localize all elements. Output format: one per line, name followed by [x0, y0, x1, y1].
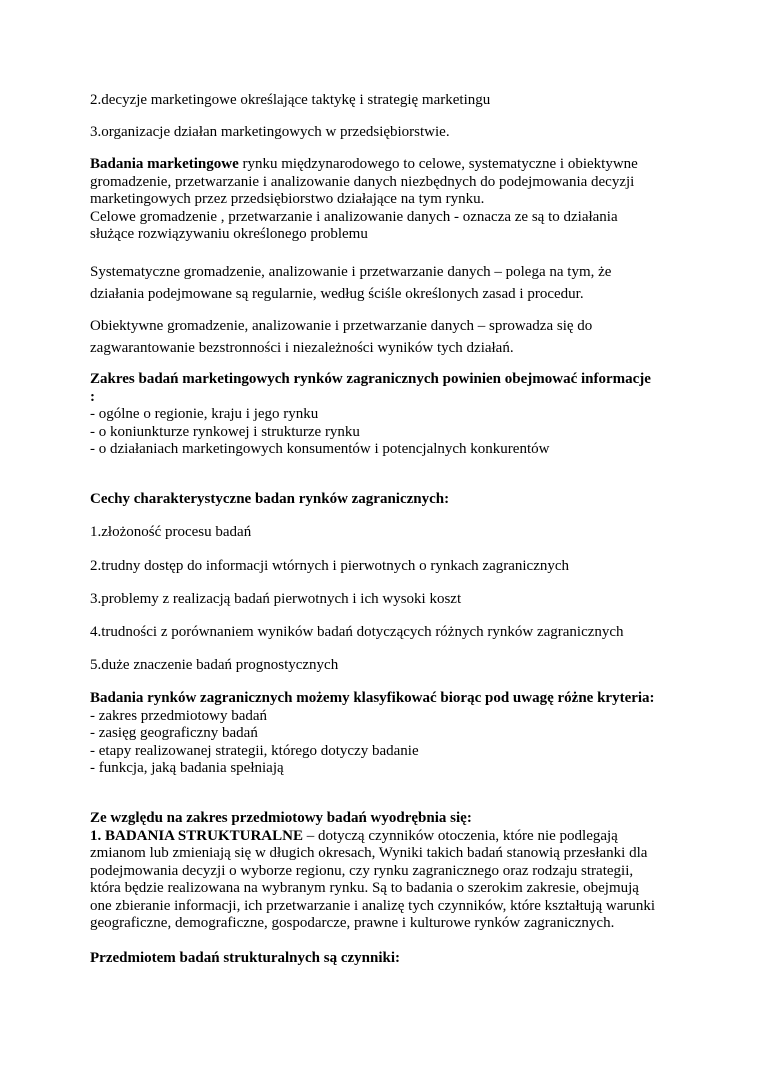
list-item: 2.trudny dostęp do informacji wtórnych i pierwotnych o rynkach zagranicznych: [90, 558, 570, 574]
list-item: 5.duże znaczenie badań prognostycznych: [90, 657, 339, 673]
term-badania-marketingowe: Badania marketingowe: [90, 156, 239, 172]
heading-klasyfikacja: Badania rynków zagranicznych możemy klasyfikować biorąc pod uwagę różne kryteria:: [90, 690, 655, 706]
heading-cechy: Cechy charakterystyczne badan rynków zagranicznych:: [90, 491, 450, 507]
heading-ze-wzgledu: Ze względu na zakres przedmiotowy badań wyodrębnia się:: [90, 810, 472, 826]
section-ze-wzgledu: Ze względu na zakres przedmiotowy badań wyodrębnia się: 1. BADANIA STRUKTURALNE – dotyczą czynników otoczenia, które nie podlegają zmianom lub zmieniają się w długich okresach, Wyniki takich badań stanowią przesłanki dla podejmowania decyzji o wyborze regionu, czy rynku zagranicznego oraz rodzaju strategii, która będzie realizowana na wybranym rynku. Są to badania o szerokim zakresie, obejmują one zbieranie informacji, ich przetwarzanie i analizę tych czynników, które kształtują warunki geograficzne, demograficzne, gospodarcze, prawne i kulturowe rynków zagranicznych.: [90, 810, 656, 931]
list-item: 4.trudności z porównaniem wyników badań dotyczących różnych rynków zagranicznych: [90, 624, 624, 640]
section-zakres: Zakres badań marketingowych rynków zagranicznych powinien obejmować informacje : - ogólne o regionie, kraju i jego rynku - o koniunkturze rynkowej i strukturze rynku - o działaniach marketingowych konsumentów i potencjalnych konkurentów: [90, 371, 690, 459]
list-item: - zakres przedmiotowy badań: [90, 707, 268, 724]
list-item: - funkcja, jaką badania spełniają: [90, 760, 284, 776]
list-item: - etapy realizowanej strategii, którego dotyczy badanie: [90, 742, 419, 759]
list-item: - o koniunkturze rynkowej i strukturze rynku: [90, 423, 360, 440]
paragraph-organizacje: 3.organizacje działan marketingowych w przedsiębiorstwie.: [90, 124, 450, 140]
heading-zakres: Zakres badań marketingowych rynków zagranicznych powinien obejmować informacje: [90, 371, 651, 387]
list-item: 3.problemy z realizacją badań pierwotnych i ich wysoki koszt: [90, 591, 462, 607]
heading-przedmiotem: Przedmiotem badań strukturalnych są czynniki:: [90, 950, 401, 966]
paragraph-badania-marketingowe: Badania marketingowe rynku międzynarodowego to celowe, systematyczne i obiektywne gromadzenie, przetwarzanie i analizowanie danych niezbędnych do podejmowania decyzji marketingowych przez przedsiębiorstwo działające na tym rynku. Celowe gromadzenie , przetwarzanie i analizowanie danych - oznacza ze są to działania służące rozwiązywaniu określonego problemu: [90, 156, 638, 242]
paragraph-decyzje: 2.decyzje marketingowe określające taktykę i strategię marketingu: [90, 92, 491, 108]
term-badania-strukturalne: 1. BADANIA STRUKTURALNE: [90, 827, 303, 844]
paragraph-systematyczne: Systematyczne gromadzenie, analizowanie i przetwarzanie danych – polega na tym, że działania podejmowane są regularnie, według ściśle określonych zasad i procedur.: [90, 264, 612, 302]
section-klasyfikacja: [90, 690, 690, 778]
list-item: - zasięg geograficzny badań: [90, 725, 258, 741]
list-item: - o działaniach marketingowych konsumentów i potencjalnych konkurentów: [90, 441, 550, 457]
list-item: 1.złożoność procesu badań: [90, 524, 252, 540]
paragraph-obiektywne: Obiektywne gromadzenie, analizowanie i przetwarzanie danych – sprowadza się do zagwarantowanie bezstronności i niezależności wyników tych działań.: [90, 318, 593, 356]
list-item: - ogólne o regionie, kraju i jego rynku: [90, 406, 319, 422]
